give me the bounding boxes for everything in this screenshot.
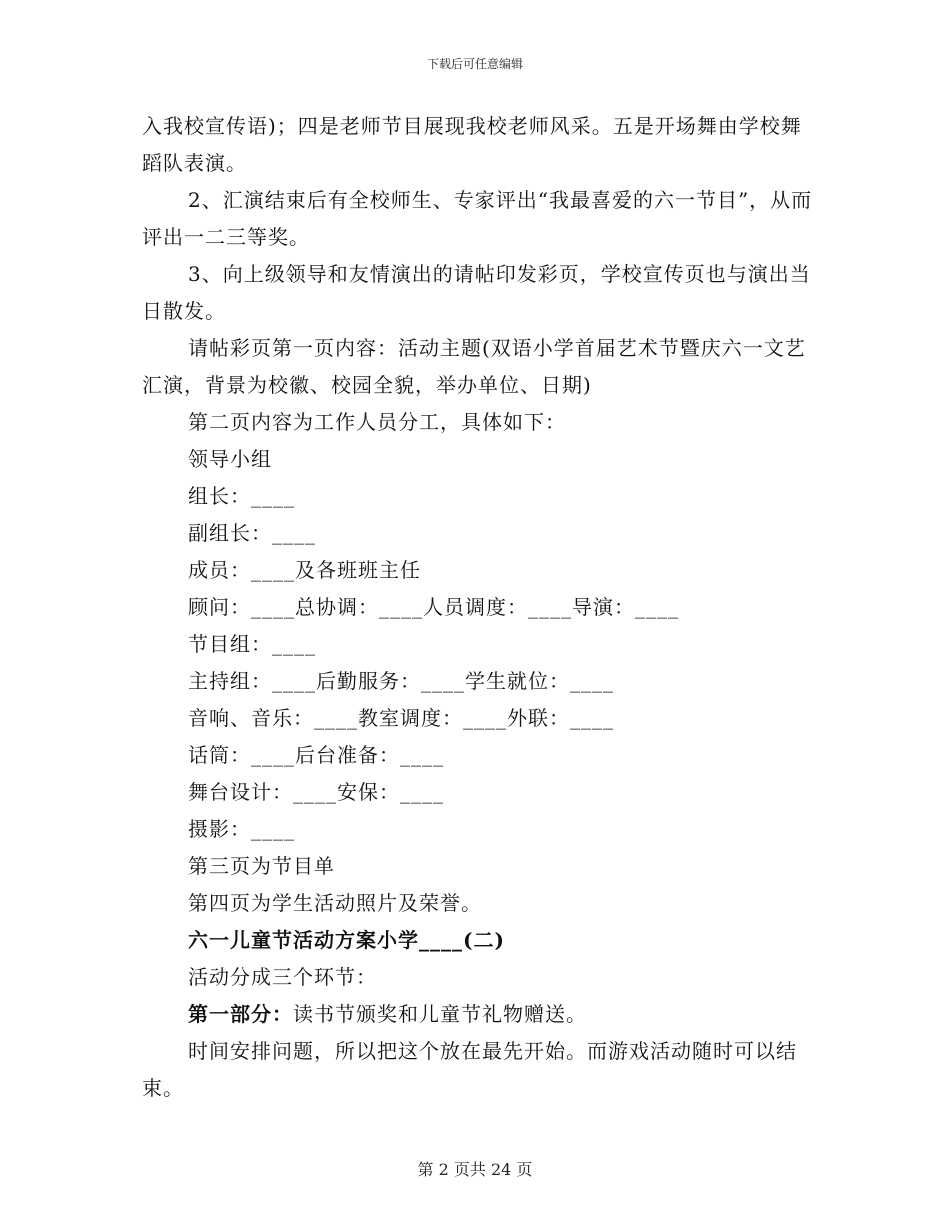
part-text: 读书节颁奖和儿童节礼物赠送。 (293, 1002, 587, 1026)
paragraph: 组长：____ (188, 484, 295, 508)
paragraph: 时间安排问题，所以把这个放在最先开始。而游戏活动随时可以结束。 (142, 1039, 797, 1100)
paragraph: 请帖彩页第一页内容：活动主题(双语小学首届艺术节暨庆六一文艺汇演，背景为校徽、校园全貌，举办单位、日期) (142, 336, 806, 397)
paragraph: 第四页为学生活动照片及荣誉。 (188, 891, 482, 915)
paragraph: 副组长：____ (188, 521, 316, 545)
paragraph: 成员：____及各班班主任 (188, 558, 421, 582)
paragraph: 3、向上级领导和友情演出的请帖印发彩页，学校宣传页也与演出当日散发。 (142, 262, 811, 323)
paragraph: 音响、音乐：____教室调度：____外联：____ (188, 706, 614, 730)
paragraph: 节目组：____ (188, 632, 316, 656)
document-body (142, 108, 822, 1107)
paragraph: 第二页内容为工作人员分工，具体如下： (188, 410, 566, 434)
page-header: 下载后可任意编辑 (426, 57, 523, 71)
paragraph: 话筒：____后台准备：____ (188, 743, 444, 767)
paragraph: 领导小组 (188, 447, 272, 471)
paragraph: 活动分成三个环节： (188, 965, 377, 989)
paragraph: 第三页为节目单 (188, 854, 335, 878)
paragraph: 摄影：____ (188, 817, 295, 841)
paragraph (142, 996, 822, 1033)
paragraph: 主持组：____后勤服务：____学生就位：____ (188, 669, 614, 693)
section-heading: 六一儿童节活动方案小学____(二) (188, 928, 505, 952)
page-footer: 第 2 页共 24 页 (417, 1160, 533, 1179)
part-label: 第一部分： (188, 1002, 293, 1026)
paragraph: 顾问：____总协调：____人员调度：____导演：____ (188, 595, 679, 619)
paragraph: 舞台设计：____安保：____ (188, 780, 444, 804)
paragraph: 2、汇演结束后有全校师生、专家评出“我最喜爱的六一节目”，从而评出一二三等奖。 (142, 188, 813, 249)
paragraph: 入我校宣传语)；四是老师节目展现我校老师风采。五是开场舞由学校舞蹈队表演。 (142, 114, 802, 175)
